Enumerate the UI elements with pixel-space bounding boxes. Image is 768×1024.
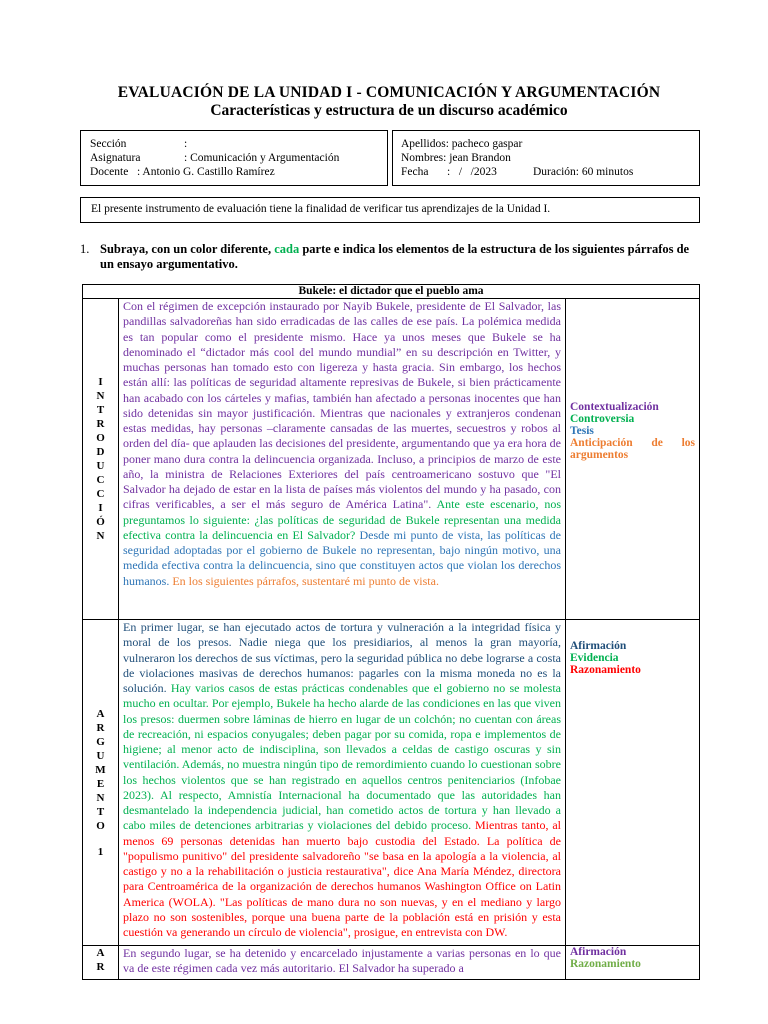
label-anticipacion: Anticipación de los argumentos (570, 437, 696, 461)
arg1-evidencia: Hay varios casos de estas prácticas condenables que el gobierno no se molesta mucho en ocultar. Por ejemplo, Bukele ha hecho alarde de las condiciones en las que viven los presos: duermen sobre láminas de hierro en lugar de un colchón; no cuentan con áreas de recreación, ni espacios conyugales; deben pagar por su comida, ropa e implementos de higiene; al menor acto de indisciplina, son llevados a celdas de castigo oscuras y sin ventilación. Además, no muestra ningún tipo de remordimiento cuando lo cuestionan sobre los hechos violentos que se han registrado en aquellos centros penitenciarios (Infobae 2023). Al respecto, Amnistía Internacional ha documentado que las autoridades han desmantelado la independencia judicial, han cometido actos de tortura y han llevado a cabo miles de detenciones arbitrarias y violaciones del debido proceso. (123, 681, 561, 833)
instruction-number: 1. (80, 242, 90, 256)
teacher-value: : Antonio G. Castillo Ramírez (137, 166, 275, 178)
intro-letter: C (96, 474, 105, 486)
arg1-paragraph[interactable] (119, 620, 566, 946)
intro-controversia: Ante este escenario, nos preguntamos lo siguiente: ¿las políticas de seguridad de Bukele representan una medida efectiva contra la delincuencia en El Salvador? (123, 497, 561, 542)
arg2-letter: A (96, 947, 105, 959)
label-razonamiento: Razonamiento (570, 664, 641, 676)
arg1-letter: U (96, 749, 105, 762)
arg1-letter: N (96, 791, 105, 804)
date-field[interactable]: : / /2023 (447, 166, 497, 178)
date-label: Fecha (401, 166, 429, 178)
essay-title: Bukele: el dictador que el pueblo ama (83, 285, 700, 299)
page-subtitle: Características y estructura de un discurso académico (210, 102, 568, 119)
arg1-letter: T (96, 805, 105, 818)
intro-paragraph[interactable] (119, 299, 566, 620)
label-tesis: Tesis (570, 425, 594, 437)
arg1-letter: M (95, 763, 106, 776)
arg1-letter: A (96, 707, 105, 720)
label-evidencia: Evidencia (570, 652, 619, 664)
course-info-box (80, 130, 388, 186)
intro-letter: R (96, 418, 105, 430)
intro-letter: N (96, 390, 105, 402)
arg1-letter: R (96, 721, 105, 734)
arg2-letter: R (96, 961, 105, 973)
section-field[interactable]: : (184, 138, 188, 150)
intro-letter: U (96, 460, 105, 472)
label-contextualizacion: Contextualización (570, 401, 659, 413)
intro-contextualizacion: Con el régimen de excepción instaurado por Nayib Bukele, presidente de El Salvador, las pandillas salvadoreñas han sido erradicadas de las calles de ese país. La polémica medida es tan popular como el presidente mismo. Hace ya unos meses que Bukele se ha denominado el “dictador más cool del mundo mundial” en su descripción en Twitter, y muchas personas han tomado esto con ligereza y hasta gracia. Sin embargo, los hechos están allí: las políticas de seguridad altamente represivas de Bukele, si bien prácticamente han acabado con los cárteles y mafias, también han afectado a personas inocentes que han sido detenidas sin mayor justificación. Mientras que nacionales y extranjeros condenan estas medidas, hay personas –claramente cansadas de las muertes, secuestros y robos al orden del día- que aplauden las decisiones del presidente, argumentando que ya era hora de poner mano dura contra la delincuencia organizada. Incluso, a principios de marzo de este año, la ministra de Relaciones Exteriores del país centroamericano sostuvo que "El Salvador ha dejado de estar en la lista de países más violentos del mundo y ha pasado, con cifras verificables, a ser el más seguro de América Latina". (123, 299, 561, 512)
essay-table (82, 284, 700, 980)
arg1-letter: E (96, 777, 105, 790)
arg2-labels-cell (566, 946, 700, 980)
intro-letter: T (96, 404, 105, 416)
surname-field[interactable]: Apellidos: pacheco gaspar (401, 138, 523, 150)
purpose-text: El presente instrumento de evaluación tiene la finalidad de verificar tus aprendizajes de la Unidad I. (91, 203, 551, 215)
intro-letter: C (96, 488, 105, 500)
arg1-letter: G (96, 735, 105, 748)
instruction-highlight: cada (274, 242, 300, 256)
arg2-side-label (83, 946, 119, 980)
intro-letter: I (98, 502, 103, 514)
instruction-text: Subraya, con un color diferente, cada parte e indica los elementos de la estructura de los siguientes párrafos de un ensayo argumentativo. (100, 242, 690, 271)
intro-anticipacion: En los siguientes párrafos, sustentaré mi punto de vista. (169, 573, 439, 588)
label-razonamiento-2: Razonamiento (570, 958, 641, 970)
page-title: EVALUACIÓN DE LA UNIDAD I - COMUNICACIÓN Y ARGUMENTACIÓN (117, 84, 661, 101)
intro-side-label (83, 299, 119, 620)
label-controversia: Controversia (570, 413, 635, 425)
intro-letter: Ó (96, 516, 105, 528)
arg2-afirmacion: En segundo lugar, se ha detenido y encarcelado injustamente a varias personas en lo que va de este régimen cada vez más autoritario. El Salvador ha superado a (123, 946, 561, 976)
purpose-box (80, 197, 700, 223)
intro-labels-cell (566, 299, 700, 620)
label-afirmacion-2: Afirmación (570, 946, 627, 958)
intro-letter: I (98, 376, 103, 388)
student-info-box (392, 130, 700, 186)
name-field[interactable]: Nombres: jean Brandon (401, 152, 511, 164)
arg1-afirmacion: En primer lugar, se han ejecutado actos de tortura y vulneración a la integridad física y moral de los presos. Nadie niega que los presidiarios, al menos la gran mayoría, vulneraron los derechos de sus víctimas, pero la seguridad pública no debe lograrse a costa de violaciones masivas de derechos humanos: pagarles con la misma moneda no es la solución. (123, 620, 561, 695)
arg2-paragraph[interactable] (119, 946, 566, 980)
duration-value: Duración: 60 minutos (533, 166, 634, 178)
intro-letter: D (96, 446, 105, 458)
section-label: Sección (90, 138, 127, 150)
arg1-number: 1 (97, 845, 104, 858)
intro-letter: N (96, 530, 105, 542)
intro-letter: O (96, 432, 105, 444)
arg1-side-label (83, 620, 119, 946)
subject-label: Asignatura (90, 152, 141, 164)
label-afirmacion: Afirmación (570, 640, 627, 652)
arg1-labels-cell (566, 620, 700, 946)
intro-tesis: Desde mi punto de vista, las políticas de seguridad adoptadas por el gobierno de Bukele no representan, bajo ningún motivo, una medida efectiva contra la delincuencia, sino que constituyen actos que violan los derechos humanos. (123, 527, 562, 588)
arg1-razonamiento: Mientras tanto, al menos 69 personas detenidas han muerto bajo custodia del Estado. La política de "populismo punitivo" del presidente salvadoreño "se basa en la apología a la violencia, al castigo y no a la rehabilitación o justicia restaurativa", dice Ana María Méndez, directora para Centroamérica de la organización de derechos humanos Washington Office on Latin America (WOLA). "Las políticas de mano dura no son nuevas, y en el mediano y largo plazo no son sostenibles, porque una buena parte de la población está en prisión y esta cuestión va generando un círculo de violencia", prosigue, en entrevista con DW. (123, 818, 562, 939)
subject-value: : Comunicación y Argumentación (184, 152, 340, 164)
teacher-label: Docente (90, 166, 129, 178)
arg1-letter: O (96, 819, 105, 832)
